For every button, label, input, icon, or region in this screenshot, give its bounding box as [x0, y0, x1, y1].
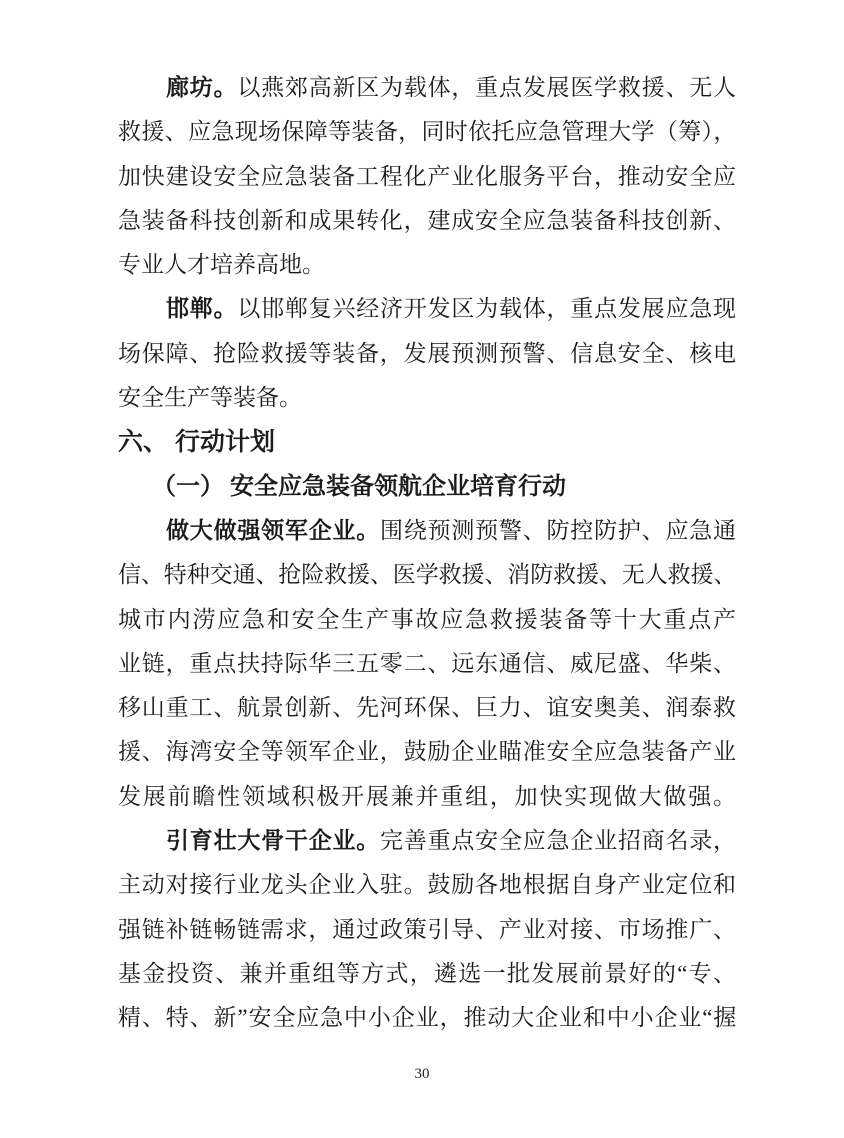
subsection-heading-leading-enterprise-action: （一） 安全应急装备领航企业培育行动	[152, 473, 566, 500]
paragraph-line	[118, 819, 736, 863]
paragraph-line	[118, 66, 736, 110]
paragraph-lead-strengthen: 做大做强领军企业。	[166, 517, 381, 543]
paragraph-cultivate-backbone-enterprises	[118, 819, 736, 1040]
paragraph-strengthen-leading-enterprises	[118, 509, 736, 819]
paragraph-line: 救援、应急现场保障等装备，同时依托应急管理大学（筹），	[118, 119, 736, 145]
paragraph-line: 安全生产等装备。	[118, 385, 302, 411]
page-number: 30	[414, 1066, 430, 1082]
paragraph-lead-langfang: 廊坊。	[166, 75, 238, 100]
paragraph-langfang	[118, 66, 736, 287]
paragraph-lead-handan: 邯郸。	[166, 296, 238, 322]
paragraph-line: 信、特种交通、抢险救援、医学救援、消防救援、无人救援、	[118, 562, 736, 588]
paragraph-line: 加快建设安全应急装备工程化产业化服务平台，推动安全应	[118, 163, 736, 189]
paragraph-text: 以燕郊高新区为载体，重点发展医学救援、无人	[237, 75, 737, 100]
paragraph-line: 城市内涝应急和安全生产事故应急救援装备等十大重点产	[118, 606, 736, 632]
paragraph-line: 强链补链畅链需求，通过政策引导、产业对接、市场推广、	[118, 916, 736, 942]
paragraph-line: 发展前瞻性领域积极开展兼并重组，加快实现做大做强。	[118, 783, 736, 809]
paragraph-line: 援、海湾安全等领军企业，鼓励企业瞄准安全应急装备产业	[118, 739, 736, 765]
paragraph-line: 专业人才培养高地。	[118, 252, 325, 278]
document-body	[118, 66, 736, 1041]
paragraph-line: 基金投资、兼并重组等方式，遴选一批发展前景好的“专、	[118, 960, 736, 986]
paragraph-line: 精、特、新”安全应急中小企业，推动大企业和中小企业“握	[118, 1005, 736, 1031]
paragraph-line	[118, 287, 736, 331]
paragraph-line: 移山重工、航景创新、先河环保、巨力、谊安奥美、润泰救	[118, 695, 736, 721]
paragraph-line: 场保障、抢险救援等装备，发展预测预警、信息安全、核电	[118, 340, 736, 366]
section-heading-action-plan: 六、 行动计划	[118, 428, 275, 457]
paragraph-line: 急装备科技创新和成果转化，建成安全应急装备科技创新、	[118, 207, 736, 233]
paragraph-text: 以邯郸复兴经济开发区为载体，重点发展应急现	[237, 296, 737, 322]
paragraph-lead-cultivate: 引育壮大骨干企业。	[166, 828, 381, 854]
paragraph-line	[118, 509, 736, 553]
paragraph-text: 完善重点安全应急企业招商名录，	[380, 828, 737, 854]
paragraph-line: 主动对接行业龙头企业入驻。鼓励各地根据自身产业定位和	[118, 872, 736, 898]
paragraph-line: 业链，重点扶持际华三五零二、远东通信、威尼盛、华柴、	[118, 650, 736, 676]
paragraph-text: 围绕预测预警、防控防护、应急通	[380, 517, 737, 543]
paragraph-handan	[118, 287, 736, 420]
